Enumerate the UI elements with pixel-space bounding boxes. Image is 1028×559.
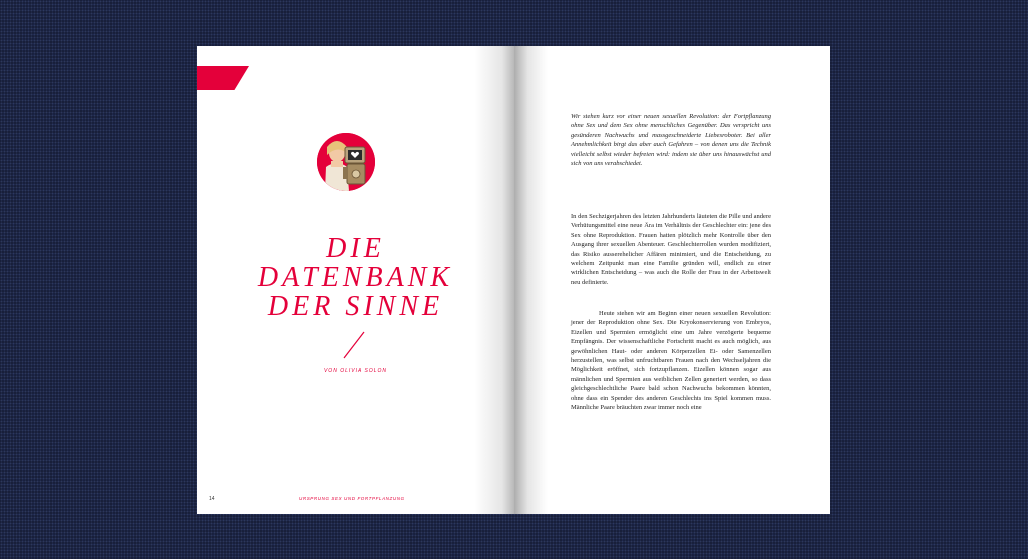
left-page <box>197 46 514 514</box>
page-number: 14 <box>209 496 215 502</box>
slash-divider <box>342 331 366 359</box>
article-title <box>197 234 514 321</box>
body-paragraph-1: In den Sechzigerjahren des letzten Jahrhunderts läuteten die Pille und andere Verhütungsmittel eine neue Ära im Verhältnis der Geschlechter ein: jene des Sex ohne Reproduktion. Frauen hatten plötzlich mehr Kontrolle über den Ausgang ihrer sexuellen Abenteuer. Geschlechterrollen wurden modifiziert, das Risiko ausserehelicher Affären minimiert, und die Entscheidung, zu welchem Zeitpunkt man eine Familie gründen will, endlich zu einer wirklichen Entscheidung – was auch die Rolle der Frau in der Arbeitswelt neu definierte. <box>571 213 771 286</box>
gutter-shadow <box>474 46 514 514</box>
robot-illustration <box>317 133 375 191</box>
title-line-1: DIE <box>326 233 385 264</box>
running-head: URSPRUNG SEX UND FORTPFLANZUNG <box>299 496 405 501</box>
title-line-3: DER SINNE <box>267 291 444 322</box>
author-byline: VON OLIVIA SOLON <box>323 368 388 374</box>
right-page <box>514 46 830 514</box>
intro-paragraph: Wir stehen kurz vor einer neuen sexuellen Revolution: der Fortpflanzung ohne Sex und dem Sex ohne menschliches Gegenüber. Das verspricht uns gesünderen Nachwuchs und massgeschneiderte Liebesroboter. Bei aller Annehmlichkeit birgt das aber auch Gefahren – von denen uns die Technik vielleicht selbst wieder befreien wird: indem sie über uns hinauswächst und sich von uns verabschiedet. <box>571 113 771 168</box>
title-line-2: DATENBANK <box>257 262 454 293</box>
magazine-spread <box>197 46 830 514</box>
gutter-shadow <box>514 46 548 514</box>
body-paragraph-2: Heute stehen wir am Beginn einer neuen sexuellen Revolution: jener der Reproduktion ohne Sex. Die Kryokonservierung von Embryos, Eizellen und Spermien ermöglicht eine um Jahre verzögerte bequeme Empfängnis. Der wissenschaftliche Fortschritt macht es auch möglich, aus gewöhnlichen Haut- oder anderen Körperzellen Ei- oder Samenzellen herzustellen, was selbst unfruchtbaren Frauen nach den Wechseljahren die Möglichkeit eröffnet, sich fortzupflanzen. Eizellen können sogar aus männlichen und Spermien aus weiblichen Zellen generiert werden, so dass gleichgeschlechtliche Paare bald schon Nachwuchs bekommen könnten, ohne dass ein Spender des anderen Geschlechts ins Spiel kommen muss. Männliche Paare bräuchten zwar immer noch eine <box>571 310 771 412</box>
red-corner-tab <box>197 66 249 90</box>
